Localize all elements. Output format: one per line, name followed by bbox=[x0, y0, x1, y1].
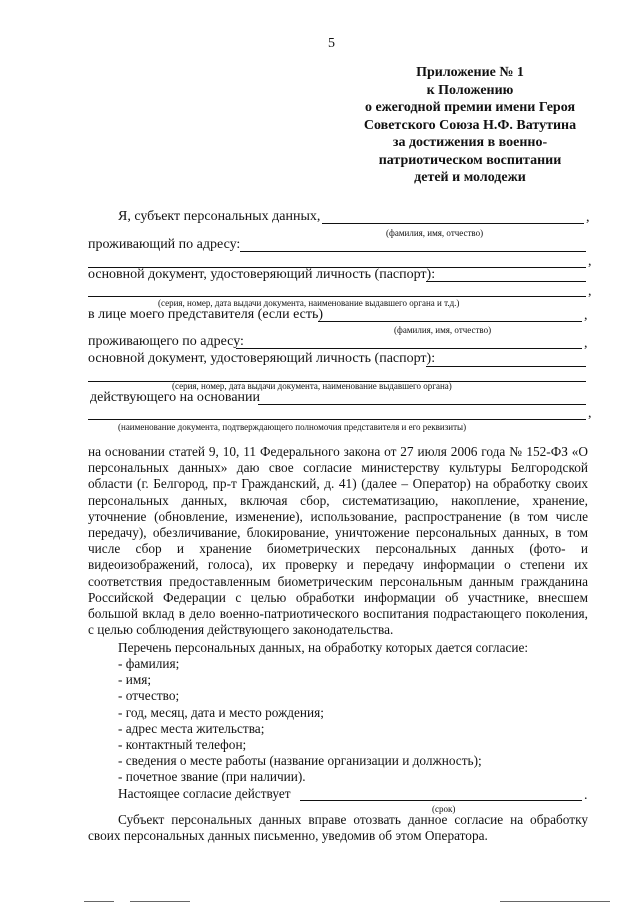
scan-edge-mark bbox=[130, 901, 190, 902]
representative-document-field[interactable] bbox=[426, 366, 586, 367]
personal-data-list bbox=[118, 656, 482, 786]
comma-mark: , bbox=[588, 254, 592, 269]
header-line: Приложение № 1 bbox=[416, 65, 524, 80]
comma-mark: , bbox=[588, 406, 592, 421]
document-field[interactable] bbox=[426, 281, 586, 282]
subject-fio-field[interactable] bbox=[322, 223, 584, 224]
page-number: 5 bbox=[328, 36, 335, 51]
basis-label: действующего на основании bbox=[90, 390, 261, 405]
header-line: детей и молодежи bbox=[414, 170, 526, 185]
consent-paragraph: на основании статей 9, 10, 11 Федерального закона от 27 июля 2006 года № 152-ФЗ «О персональных данных» даю свое согласие министерству культуры Белгородской области (г. Белгород, пр-т Гражданский, д. 41) (далее – Оператор) на обработку своих персональных данных, включая сбор, систематизацию, накопление, хранение, уточнение (обновление, изменение), использование, распространение (в том числе передачу), обезличивание, блокирование, уничтожение персональных данных, в том числе сбор и хранение биометрических персональных данных (фото- и видеоизображений, голоса), их проверку и передачу информации о степени их соответствия предоставленным биометрическим персональным данным гражданина Российской Федерации с целью обработки информации об участнике, внесшем большой вклад в дело военно-патриотического воспитания подрастающего поколения, с целью соблюдения действующего законодательства. bbox=[88, 444, 588, 638]
list-intro: Перечень персональных данных, на обработку которых дается согласие: bbox=[118, 640, 529, 655]
list-item: - сведения о месте работы (название организации и должность); bbox=[118, 753, 482, 769]
list-item: - адрес места жительства; bbox=[118, 720, 265, 736]
basis-field-continued[interactable] bbox=[88, 419, 586, 420]
header-line: за достижения в военно- bbox=[392, 135, 548, 150]
list-item: - почетное звание (при наличии). bbox=[118, 769, 306, 785]
list-item: - контактный телефон; bbox=[118, 737, 247, 753]
list-item: - отчество; bbox=[118, 688, 180, 704]
validity-label: Настоящее согласие действует bbox=[118, 786, 291, 801]
comma-mark: , bbox=[588, 284, 592, 299]
subject-label: Я, субъект персональных данных, bbox=[118, 209, 321, 224]
list-item: - фамилия; bbox=[118, 656, 180, 671]
scan-edge-mark bbox=[500, 901, 610, 902]
header-line: Советского Союза Н.Ф. Ватутина bbox=[363, 117, 577, 133]
representative-document-hint: (серия, номер, дата выдачи документа, наименование выдавшего органа) bbox=[172, 381, 452, 391]
header-line: о ежегодной премии имени Героя bbox=[364, 100, 576, 115]
address-field[interactable] bbox=[240, 251, 586, 252]
withdrawal-paragraph: Субъект персональных данных вправе отозвать данное согласие на обработку своих персональных данных письменно, уведомив об этом Оператора. bbox=[88, 812, 588, 844]
representative-residing-label: проживающего по адресу: bbox=[88, 334, 244, 349]
term-hint: (срок) bbox=[432, 804, 456, 814]
representative-fio-hint: (фамилия, имя, отчество) bbox=[394, 325, 492, 335]
period-mark: . bbox=[584, 788, 588, 803]
basis-field[interactable] bbox=[258, 404, 586, 405]
document-label: основной документ, удостоверяющий личность (паспорт): bbox=[88, 267, 436, 282]
list-item: - имя; bbox=[118, 672, 152, 688]
comma-mark: , bbox=[584, 308, 588, 323]
basis-hint: (наименование документа, подтверждающего полномочия представителя и его реквизиты) bbox=[118, 422, 467, 432]
header-line: патриотическом воспитании bbox=[378, 152, 562, 168]
document-field-continued[interactable] bbox=[88, 296, 586, 297]
term-field[interactable] bbox=[300, 800, 582, 801]
document-hint: (серия, номер, дата выдачи документа, наименование выдавшего органа и т.д.) bbox=[158, 298, 460, 308]
fio-hint: (фамилия, имя, отчество) bbox=[386, 228, 484, 238]
scan-edge-mark bbox=[84, 901, 114, 902]
representative-document-label: основной документ, удостоверяющий личность (паспорт): bbox=[88, 351, 436, 366]
header-line: к Положению bbox=[426, 82, 514, 98]
residing-label: проживающий по адресу: bbox=[88, 237, 241, 252]
appendix-header bbox=[340, 64, 600, 187]
representative-fio-field[interactable] bbox=[318, 321, 582, 322]
representative-address-field[interactable] bbox=[236, 348, 582, 349]
list-item: - год, месяц, дата и место рождения; bbox=[118, 704, 324, 720]
comma-mark: , bbox=[584, 336, 588, 351]
comma-mark: , bbox=[586, 210, 590, 225]
representative-label: в лице моего представителя (если есть) bbox=[88, 307, 324, 322]
